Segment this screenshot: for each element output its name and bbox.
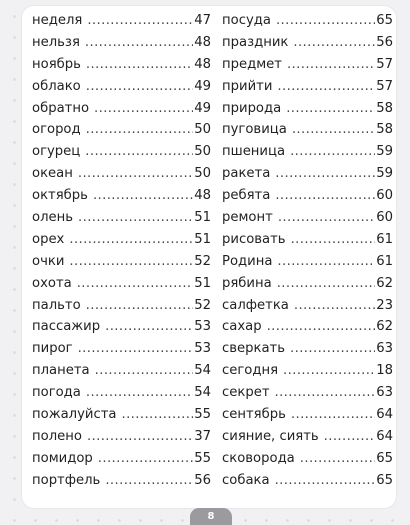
index-word: пальто: [32, 297, 81, 313]
index-entry: [32, 79, 211, 101]
index-word: обратно: [32, 100, 90, 116]
index-entry: [32, 57, 211, 79]
index-word: салфетка: [222, 297, 289, 313]
dot-leader: [286, 101, 375, 116]
index-page-number: 37: [194, 428, 211, 444]
index-word: полено: [32, 428, 82, 444]
index-page-number: 50: [194, 122, 211, 138]
index-page-number: 62: [376, 275, 393, 291]
dot-leader: [78, 341, 194, 356]
index-word: охота: [32, 275, 72, 291]
dot-leader: [69, 254, 193, 269]
index-word: прийти: [222, 78, 273, 94]
index-column-right: [222, 13, 393, 495]
dot-leader: [87, 13, 193, 28]
index-entry: [222, 122, 393, 144]
index-page-number: 58: [376, 122, 393, 138]
index-entry: [222, 57, 393, 79]
index-entry: [32, 210, 211, 232]
index-entry: [222, 451, 393, 473]
index-word: предмет: [222, 56, 282, 72]
index-word: сияние, сиять: [222, 428, 319, 444]
index-page-number: 54: [194, 363, 211, 379]
index-page-number: 64: [376, 428, 393, 444]
dot-leader: [105, 319, 193, 334]
dot-leader: [77, 276, 194, 291]
index-entry: [32, 407, 211, 429]
index-entry: [222, 101, 393, 123]
index-page-number: 48: [194, 56, 211, 72]
dot-leader: [278, 210, 375, 225]
index-page-number: 48: [194, 34, 211, 50]
index-word: олень: [32, 210, 74, 226]
dot-leader: [275, 166, 375, 181]
index-page-number: 51: [194, 231, 211, 247]
index-page-number: 60: [376, 188, 393, 204]
index-entry: [32, 385, 211, 407]
dot-leader: [290, 144, 375, 159]
index-page-number: 55: [194, 450, 211, 466]
dot-leader: [275, 385, 376, 400]
index-entry: [222, 79, 393, 101]
index-page-number: 63: [376, 341, 393, 357]
index-page-number: 48: [194, 188, 211, 204]
index-page-number: 61: [376, 231, 393, 247]
index-entry: [32, 451, 211, 473]
index-word: огурец: [32, 144, 81, 160]
dot-leader: [291, 232, 376, 247]
dot-leader: [86, 385, 193, 400]
dot-leader: [85, 144, 193, 159]
index-entry: [222, 298, 393, 320]
index-entry: [222, 276, 393, 298]
index-page-number: 49: [194, 100, 211, 116]
index-entry: [32, 254, 211, 276]
index-word: неделя: [32, 13, 83, 28]
index-word: пирог: [32, 341, 73, 357]
index-word: пожалуйста: [32, 407, 117, 423]
index-word: рябина: [222, 275, 272, 291]
index-page-number: 65: [376, 13, 393, 28]
index-word: октябрь: [32, 188, 88, 204]
index-entry: [32, 341, 211, 363]
index-word: ракета: [222, 166, 271, 182]
dot-leader: [85, 35, 193, 50]
index-word: очки: [32, 253, 65, 269]
index-page-number: 52: [194, 253, 211, 269]
index-word: помидор: [32, 450, 93, 466]
index-entry: [32, 101, 211, 123]
index-entry: [222, 13, 393, 35]
index-word: секрет: [222, 385, 270, 401]
dot-leader: [324, 429, 376, 444]
index-entry: [222, 429, 393, 451]
index-entry: [32, 144, 211, 166]
dot-leader: [275, 188, 375, 203]
index-page-number: 51: [194, 275, 211, 291]
index-page-number: 56: [376, 34, 393, 50]
index-page-number: 65: [376, 472, 393, 488]
page-number: 8: [207, 511, 215, 522]
dot-leader: [78, 210, 193, 225]
dot-leader: [290, 341, 375, 356]
index-page-number: 63: [376, 385, 393, 401]
index-word: орех: [32, 231, 65, 247]
index-page-number: 50: [194, 144, 211, 160]
index-entry: [222, 188, 393, 210]
index-word: ремонт: [222, 210, 273, 226]
index-page-number: 59: [376, 166, 393, 182]
index-word: пшеница: [222, 144, 286, 160]
index-entry: [222, 319, 393, 341]
index-entry: [222, 341, 393, 363]
dot-leader: [294, 298, 375, 313]
index-page-number: 47: [194, 13, 211, 28]
dot-leader: [300, 451, 375, 466]
dot-leader: [93, 188, 193, 203]
dot-leader: [267, 319, 376, 334]
index-page-number: 49: [194, 78, 211, 94]
dot-leader: [293, 35, 375, 50]
index-word: ребята: [222, 188, 271, 204]
index-entry: [32, 188, 211, 210]
index-entry: [32, 232, 211, 254]
index-page-number: 60: [376, 210, 393, 226]
index-page-number: 54: [194, 385, 211, 401]
index-page-number: 18: [376, 363, 393, 379]
index-word: посуда: [222, 13, 271, 28]
index-word: сахар: [222, 319, 262, 335]
dot-leader: [292, 122, 375, 137]
index-entry: [32, 276, 211, 298]
index-page-number: 55: [194, 407, 211, 423]
dot-leader: [86, 122, 194, 137]
index-page-number: 23: [376, 297, 393, 313]
index-word: собака: [222, 472, 270, 488]
index-page-number: 64: [376, 407, 393, 423]
index-entry: [32, 122, 211, 144]
dot-leader: [276, 13, 375, 28]
index-word: планета: [32, 363, 90, 379]
index-word: сентябрь: [222, 407, 286, 423]
index-word: природа: [222, 100, 282, 116]
dot-leader: [121, 407, 193, 422]
index-entry: [222, 166, 393, 188]
dot-leader: [94, 101, 193, 116]
index-page-number: 61: [376, 253, 393, 269]
index-card: [22, 6, 396, 508]
dot-leader: [95, 363, 194, 378]
index-word: пуговица: [222, 122, 287, 138]
index-page-number: 58: [376, 100, 393, 116]
dot-leader: [277, 254, 375, 269]
dot-leader: [287, 57, 375, 72]
index-page-number: 65: [376, 450, 393, 466]
index-page-number: 50: [194, 166, 211, 182]
index-entry: [222, 232, 393, 254]
index-word: портфель: [32, 472, 101, 488]
index-word: ноябрь: [32, 56, 81, 72]
dot-leader: [277, 276, 376, 291]
index-word: облако: [32, 78, 81, 94]
index-column-left: [32, 13, 211, 495]
index-page-number: 51: [194, 210, 211, 226]
index-page-number: 59: [376, 144, 393, 160]
index-entry: [32, 13, 211, 35]
dot-leader: [283, 363, 375, 378]
index-word: погода: [32, 385, 81, 401]
index-page-number: 62: [376, 319, 393, 335]
index-entry: [222, 35, 393, 57]
index-word: праздник: [222, 34, 289, 50]
index-word: океан: [32, 166, 73, 182]
index-entry: [222, 407, 393, 429]
index-entry: [222, 210, 393, 232]
index-word: Родина: [222, 253, 273, 269]
index-entry: [32, 35, 211, 57]
dot-leader: [98, 451, 193, 466]
index-word: пассажир: [32, 319, 101, 335]
page-number-tab: [190, 508, 232, 525]
dot-leader: [86, 79, 193, 94]
index-page-number: 57: [376, 56, 393, 72]
dot-leader: [69, 232, 193, 247]
dot-leader: [275, 473, 376, 488]
index-word: нельзя: [32, 34, 80, 50]
dot-leader: [86, 298, 194, 313]
index-entry: [32, 473, 211, 495]
dot-leader: [277, 79, 375, 94]
index-word: рисовать: [222, 231, 286, 247]
index-word: огород: [32, 122, 81, 138]
index-word: сверкать: [222, 341, 286, 357]
index-entry: [32, 298, 211, 320]
dot-leader: [105, 473, 193, 488]
index-word: сковорода: [222, 450, 295, 466]
index-entry: [222, 385, 393, 407]
index-entry: [32, 429, 211, 451]
index-word: сегодня: [222, 363, 279, 379]
dot-leader: [87, 429, 193, 444]
index-entry: [32, 363, 211, 385]
index-page-number: 52: [194, 297, 211, 313]
index-entry: [222, 144, 393, 166]
index-entry: [32, 166, 211, 188]
index-entry: [222, 363, 393, 385]
index-entry: [32, 319, 211, 341]
index-page-number: 57: [376, 78, 393, 94]
dot-leader: [78, 166, 193, 181]
index-page-number: 53: [194, 319, 211, 335]
index-page-number: 56: [194, 472, 211, 488]
index-entry: [222, 254, 393, 276]
dot-leader: [86, 57, 193, 72]
index-page-number: 53: [194, 341, 211, 357]
dot-leader: [291, 407, 375, 422]
index-entry: [222, 473, 393, 495]
